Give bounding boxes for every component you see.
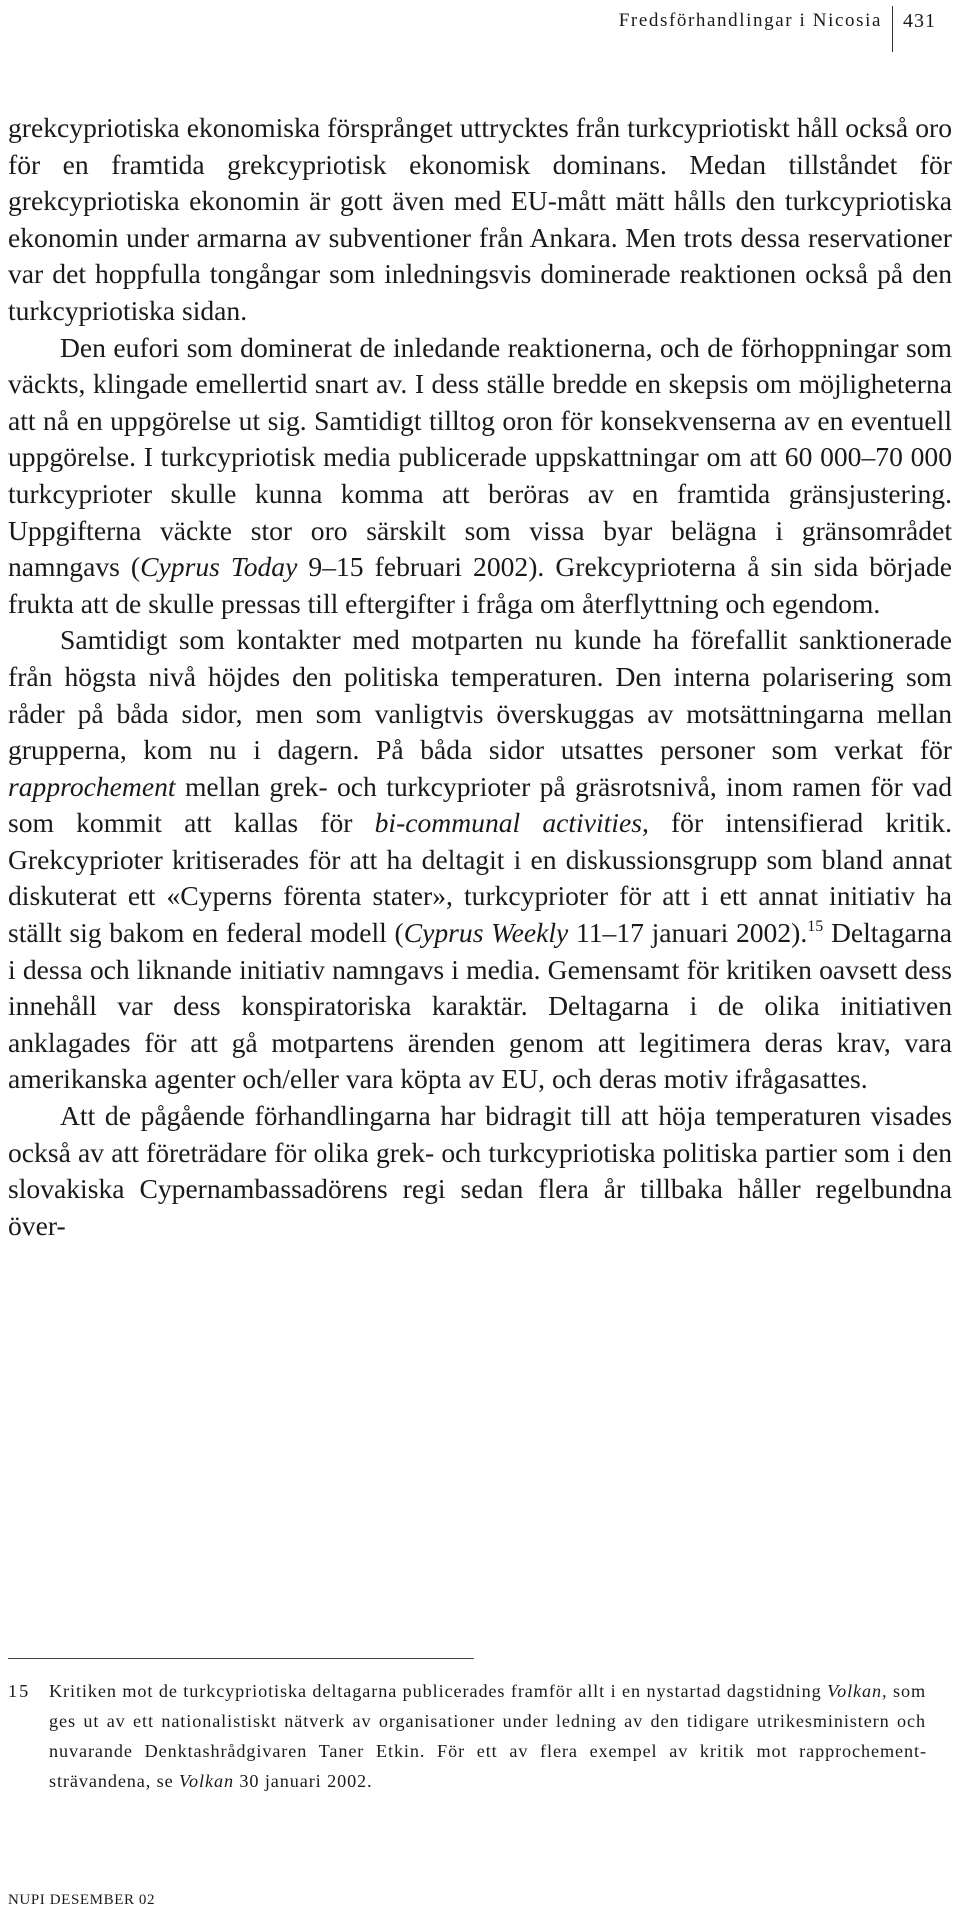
term-rapprochement: rapprochement: [8, 770, 176, 802]
footnote-reference[interactable]: 15: [807, 918, 824, 936]
footnote-text-c: 30 januari 2002.: [233, 1771, 373, 1791]
citation-volkan-2: Volkan: [179, 1771, 234, 1791]
paragraph-4: [8, 1098, 952, 1244]
running-title: Fredsförhandlingar i Nicosia: [618, 10, 882, 31]
footnote-text-a: Kritiken mot de turkcypriotiska deltagarna publicerades framför allt i en nystartad dagstidning: [49, 1681, 828, 1701]
page-footer: NUPI DESEMBER 02: [8, 1892, 156, 1908]
paragraph-3-text-d: 11–17 januari 2002).: [568, 917, 808, 949]
paragraph-3: [8, 622, 952, 1098]
paragraph-3-text-a: Samtidigt som kontakter med motparten nu kunde ha förefallit sanktionerade från högsta nivå höjdes den politiska temperaturen. Den interna polarisering som råder på båda sidor, men som vanligtvis överskuggas av motsättningarna mellan grupperna, kom nu i dagern. På båda sidor utsattes personer som verkat för: [8, 624, 952, 766]
paragraph-2-text-a: Den eufori som dominerat de inledande reaktionerna, och de förhoppningar som väckts, klingade emellertid snart av. I dess ställe bredde en skepsis om möjligheterna att nå en uppgörelse ut sig. Samtidigt tilltog oron för konsekvenserna av en eventuell uppgörelse. I turkcypriotisk media publicerade uppskattningar om att 60 000–70 000 turkcyprioter skulle kunna komma att beröras av en framtida gränsjustering. Uppgifterna väckte stor oro särskilt som vissa byar belägna i gränsområdet namngavs (: [8, 331, 952, 583]
term-bi-communal: bi-communal activities,: [374, 807, 649, 839]
paragraph-2-text-b: 9–15 februari 2002). Grekcyprioterna å sin sida började frukta att de skulle pressas till eftergifter i fråga om återflyttning och egendom.: [8, 551, 952, 619]
footnote-number: 15: [8, 1681, 31, 1701]
footnote-15: [8, 1676, 926, 1796]
citation-volkan-1: Volkan,: [827, 1681, 888, 1701]
main-text: [8, 110, 952, 1244]
footnote-text: [49, 1676, 926, 1796]
paragraph-1: [8, 110, 952, 330]
citation-cyprus-today: Cyprus Today: [140, 551, 298, 583]
footnote-divider: [8, 1658, 474, 1659]
paragraph-3-text-b: mellan grek- och turkcyprioter på gräsrotsnivå, inom ramen för vad som kommit att kallas för: [8, 770, 952, 839]
running-header: [619, 6, 936, 46]
citation-cyprus-weekly: Cyprus Weekly: [403, 917, 569, 949]
paragraph-4-text: Att de pågående förhandlingarna har bidragit till att höja temperaturen visades också av att företrädare för olika grek- och turkcypriotiska politiska partier som i den slovakiska Cypernambassadörens regi sedan flera år tillbaka håller regelbundna över-: [8, 1100, 952, 1241]
footnote-text-b: som ges ut av ett nationalistiskt nätverk av organisationer under ledning av den tidigare utrikesministern och nuvarande Denktashrådgivaren Taner Etkin. För ett av flera exempel av kritik mot rapprochementsträvandena, se: [49, 1681, 927, 1791]
paragraph-3-text-c: för intensifierad kritik. Grekcyprioter kritiserades för att ha deltagit i en diskussionsgrupp som bland annat diskuterat ett «Cyperns förenta stater», turkcyprioter för att i ett annat initiativ ha ställt sig bakom en federal modell (: [8, 807, 953, 949]
paragraph-2: [8, 330, 952, 623]
paragraph-3-text-e: Deltagarna i dessa och liknande initiativ namngavs i media. Gemensamt för kritiken oavsett dess innehåll var dess konspiratoriska karaktär. Deltagarna i de olika initiativen anklagades för att gå motpartens ärenden genom att legitimera deras krav, vara amerikanska agenter och/eller vara köpta av EU, och deras motiv ifrågasattes.: [8, 917, 952, 1095]
paragraph-1-text: grekcypriotiska ekonomiska försprånget uttrycktes från turkcypriotiskt håll också oro för en framtida grekcypriotisk ekonomisk dominans. Medan tillståndet för grekcypriotiska ekonomin är gott även med EU-mått mätt hålls den turkcypriotiska ekonomin under armarna av subventioner från Ankara. Men trots dessa reservationer var det hoppfulla tongångar som inledningsvis dominerade reaktionen också på den turkcypriotiska sidan.: [8, 112, 952, 326]
page-number: 431: [903, 10, 936, 32]
